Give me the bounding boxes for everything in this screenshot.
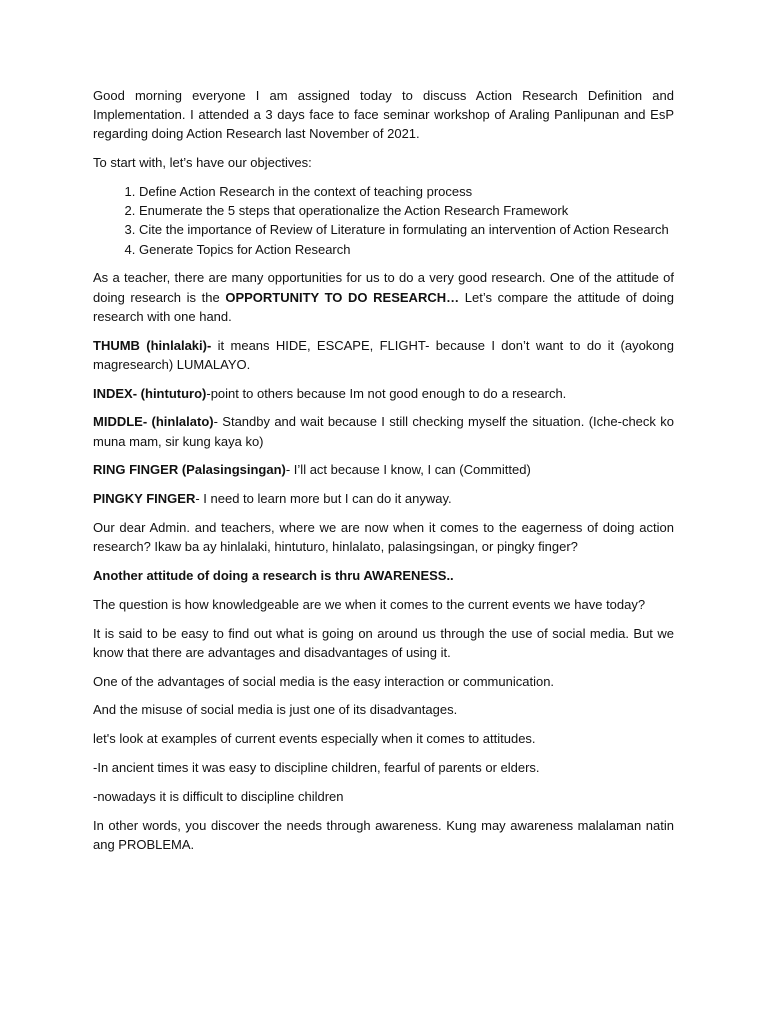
objectives-lead: To start with, let’s have our objectives: <box>93 155 312 171</box>
admin-question: Our dear Admin. and teachers, where we are now when it comes to the eagerness of doing action research? Ikaw ba ay hinlalaki, hintuturo, hinlalato, palasingsingan, or pingky finger? <box>93 520 674 555</box>
body-paragraph: -In ancient times it was easy to discipline children, fearful of parents or elders. <box>93 759 540 775</box>
finger-label: RING FINGER (Palasingsingan) <box>93 462 286 478</box>
body-paragraph: let's look at examples of current events especially when it comes to attitudes. <box>93 731 536 747</box>
body-paragraph: And the misuse of social media is just one of its disadvantages. <box>93 702 458 718</box>
objectives-list <box>93 182 674 259</box>
awareness-heading: Another attitude of doing a research is thru AWARENESS.. <box>93 568 454 583</box>
opportunity-bold: OPPORTUNITY TO DO RESEARCH… <box>225 289 460 305</box>
finger-middle <box>93 412 674 450</box>
objective-item: 1. Define Action Research in the context of teaching process <box>139 182 674 201</box>
opportunity-paragraph <box>93 268 674 326</box>
finger-thumb <box>93 336 674 374</box>
finger-text: - I’ll act because I know, I can (Committed) <box>285 462 531 478</box>
finger-text: - Standby and wait because I still checking myself the situation. (Iche-check ko muna mam, sir kung kaya ko) <box>93 414 674 449</box>
body-paragraph: One of the advantages of social media is the easy interaction or communication. <box>93 673 555 689</box>
body-paragraph: In other words, you discover the needs through awareness. Kung may awareness malalaman natin ang PROBLEMA. <box>93 817 674 852</box>
objective-item: 4. Generate Topics for Action Research <box>139 240 674 259</box>
body-paragraph: The question is how knowledgeable are we when it comes to the current events we have today? <box>93 596 646 612</box>
objective-item: 2. Enumerate the 5 steps that operationalize the Action Research Framework <box>139 201 674 220</box>
body-paragraph: -nowadays it is difficult to discipline children <box>93 788 344 804</box>
finger-text: - I need to learn more but I can do it anyway. <box>195 491 452 507</box>
body-paragraph: It is said to be easy to find out what is going on around us through the use of social media. But we know that there are advantages and disadvantages of using it. <box>93 625 674 660</box>
finger-label: THUMB (hinlalaki)- <box>93 337 212 353</box>
finger-index <box>93 384 674 403</box>
intro-paragraph: Good morning everyone I am assigned today to discuss Action Research Definition and Implementation. I attended a 3 days face to face seminar workshop of Araling Panlipunan and EsP regarding doing Action Research last November of 2021. <box>93 88 674 142</box>
finger-text: it means HIDE, ESCAPE, FLIGHT- because I don’t want to do it (ayokong magresearch) LUMALAYO. <box>93 337 674 372</box>
opportunity-text-after: Let’s compare the attitude of doing research with one hand. <box>93 289 675 324</box>
finger-label: INDEX- (hintuturo) <box>93 385 207 401</box>
finger-label: MIDDLE- (hinlalato) <box>93 414 214 430</box>
finger-label: PINGKY FINGER <box>93 491 196 507</box>
finger-ring <box>93 460 674 479</box>
objective-item: 3. Cite the importance of Review of Literature in formulating an intervention of Action Research <box>139 220 674 239</box>
opportunity-text-before: As a teacher, there are many opportunities for us to do a very good research. One of the attitude of doing research is the <box>93 270 674 305</box>
finger-text: -point to others because Im not good enough to do a research. <box>206 385 567 401</box>
finger-pinky <box>93 489 674 508</box>
